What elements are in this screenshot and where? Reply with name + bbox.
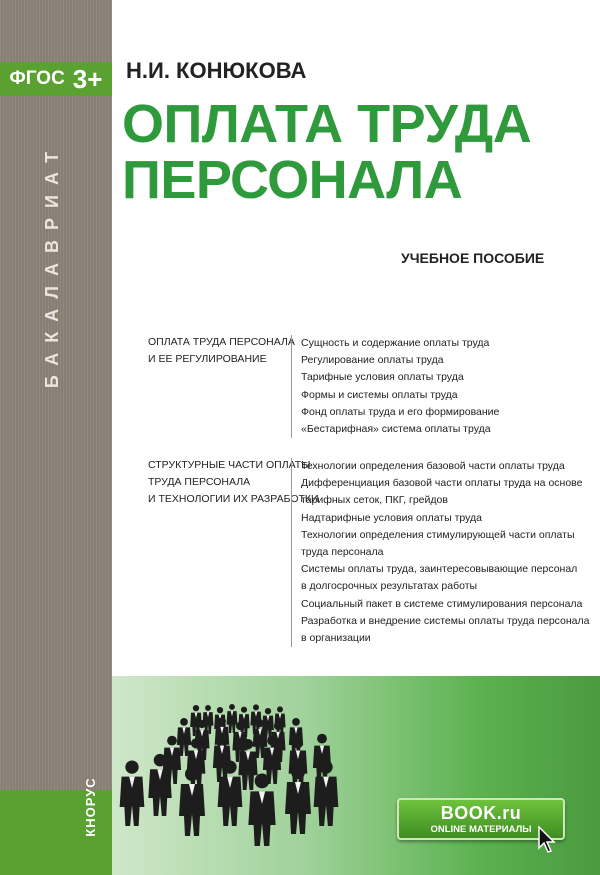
person-silhouette — [285, 765, 311, 834]
section-1-list — [291, 335, 499, 438]
bookru-sublabel: ONLINE МАТЕРИАЛЫ — [430, 824, 532, 835]
list-item: в организации — [301, 632, 371, 645]
series-label: БАКАЛАВРИАТ — [41, 141, 62, 389]
list-item: Социальный пакет в системе стимулирования персонала — [301, 597, 583, 610]
list-item: Тарифные условия оплаты труда — [301, 371, 464, 384]
list-item: Сущность и содержание оплаты труда — [301, 337, 490, 349]
person-silhouette — [203, 705, 214, 734]
list-item: труда персонала — [301, 546, 384, 559]
list-item: Фонд оплаты труда и его формирование — [301, 405, 500, 418]
crowd-illustration — [112, 676, 600, 875]
list-item: Технологии определения базовой части оплаты труда — [301, 460, 565, 472]
book-title-line-2: ПЕРСОНАЛА — [122, 150, 463, 210]
fgos-label: ФГОС — [9, 68, 65, 89]
section-label-line: СТРУКТУРНЫЕ ЧАСТИ ОПЛАТЫ — [148, 459, 311, 471]
bookru-label: BOOK.ru — [440, 803, 522, 823]
list-item: Надтарифные условия оплаты труда — [301, 511, 482, 524]
author-name: Н.И. КОНЮКОВА — [126, 58, 307, 83]
book-subtitle: УЧЕБНОЕ ПОСОБИЕ — [401, 250, 545, 266]
section-label-line: И ТЕХНОЛОГИИ ИХ РАЗРАБОТКИ — [148, 493, 319, 505]
person-silhouette — [289, 738, 308, 788]
section-label-line: И ЕЕ РЕГУЛИРОВАНИЕ — [148, 353, 267, 365]
list-item: «Бестарифная» система оплаты труда — [301, 423, 491, 436]
fgos-badge — [0, 62, 112, 96]
fgos-version: 3+ — [72, 63, 103, 94]
person-silhouette — [289, 718, 303, 756]
list-item: Системы оплаты труда, заинтересовывающие персонал — [301, 563, 578, 576]
list-item: тарифных сеток, ПКГ, грейдов — [301, 494, 448, 507]
book-title-line-1: ОПЛАТА ТРУДА — [122, 94, 532, 154]
person-silhouette — [120, 760, 145, 826]
list-item: Дифференциация базовой части оплаты труда на основе — [301, 477, 583, 490]
publisher-label: КНОРУС — [82, 777, 98, 837]
list-item: Формы и системы оплаты труда — [301, 388, 458, 401]
cursor-icon — [538, 826, 558, 854]
list-item: Регулирование оплаты труда — [301, 354, 444, 367]
list-item: Технологии определения стимулирующей части оплаты — [301, 528, 575, 541]
people-silhouettes — [112, 676, 600, 875]
section-label-line: ОПЛАТА ТРУДА ПЕРСОНАЛА — [148, 336, 295, 348]
section-1-label — [148, 334, 295, 368]
list-item: в долгосрочных результатах работы — [301, 580, 478, 593]
section-2-list — [291, 458, 589, 647]
person-silhouette — [313, 734, 331, 782]
list-item: Разработка и внедрение системы оплаты труда персонала — [301, 614, 590, 627]
person-silhouette — [274, 706, 285, 736]
book-title — [122, 96, 531, 208]
section-label-line: ТРУДА ПЕРСОНАЛА — [148, 476, 251, 488]
